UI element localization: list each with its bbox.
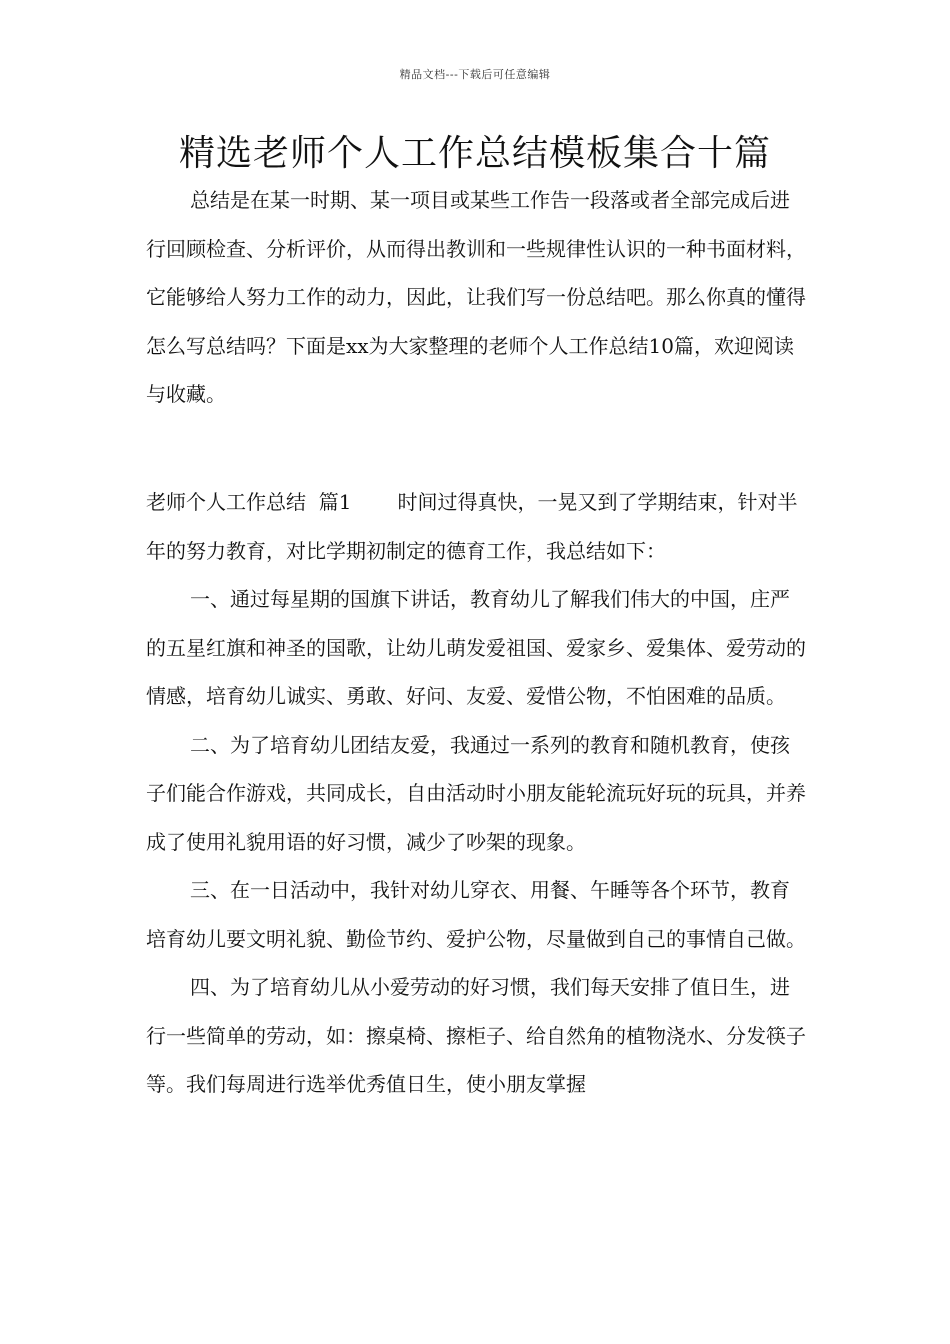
paragraph-1: 一、通过每星期的国旗下讲话，教育幼儿了解我们伟大的中国，庄严的五星红旗和神圣的国歌，让幼儿萌发爱祖国、爱家乡、爱集体、爱劳动的情感，培育幼儿诚实、勇敢、好问、友爱、爱惜公物，不怕困难的品质。 [146,587,806,708]
section-heading: 老师个人工作总结 篇1 [146,490,352,514]
paragraph-4: 四、为了培育幼儿从小爱劳动的好习惯，我们每天安排了值日生，进行一些简单的劳动，如：擦桌椅、擦柜子、给自然角的植物浇水、分发筷子等。我们每周进行选举优秀值日生，使小朋友掌握 [146,975,806,1096]
paragraph-3: 三、在一日活动中，我针对幼儿穿衣、用餐、午睡等各个环节，教育培育幼儿要文明礼貌、勤俭节约、爱护公物，尽量做到自己的事情自己做。 [146,878,806,951]
document-title: 精选老师个人工作总结模板集合十篇 [178,133,771,174]
section-lead: 时间过得真快，一晃又到了学期结束，针对半年的努力教育，对比学期初制定的德育工作，我总结如下： [146,490,798,563]
section-1 [146,478,806,1109]
paragraph-2: 二、为了培育幼儿团结友爱，我通过一系列的教育和随机教育，使孩子们能合作游戏，共同成长，自由活动时小朋友能轮流玩好玩的玩具，并养成了使用礼貌用语的好习惯，减少了吵架的现象。 [146,732,806,854]
header-note: 精品文档---下载后可任意编辑 [399,68,551,81]
intro-paragraph: 总结是在某一时期、某一项目或某些工作告一段落或者全部完成后进行回顾检查、分析评价，从而得出教训和一些规律性认识的一种书面材料，它能够给人努力工作的动力，因此，让我们写一份总结吧。那么你真的懂得怎么写总结吗？下面是xx为大家整理的老师个人工作总结10篇，欢迎阅读与收藏。 [146,188,806,406]
section-1-opening [146,478,806,575]
